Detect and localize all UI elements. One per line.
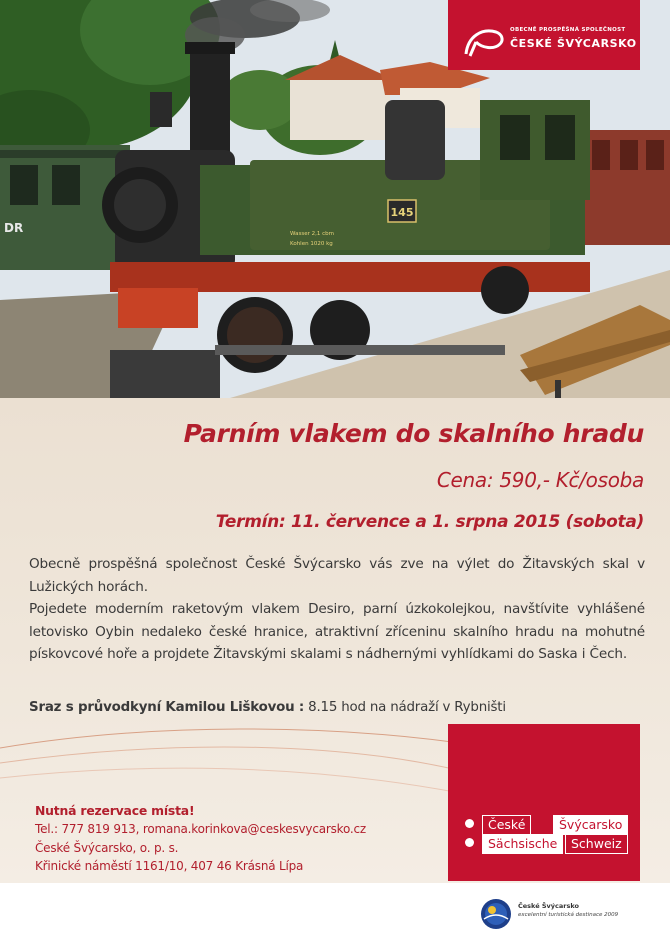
contact-block xyxy=(35,802,366,875)
brand-cz-left: České xyxy=(482,815,531,835)
contact-org: České Švýcarsko, o. p. s. xyxy=(35,840,179,855)
price: Cena: 590,- Kč/osoba xyxy=(436,468,644,492)
coach-label: DR xyxy=(4,221,24,235)
reservation-heading: Nutná rezervace místa! xyxy=(35,803,195,818)
contact-address: Křinické náměstí 1161/10, 407 46 Krásná Lípa xyxy=(35,858,304,873)
meeting-label: Sraz s průvodkyní Kamilou Liškovou : xyxy=(29,700,305,715)
footer xyxy=(0,883,670,947)
paragraph-details: Pojedete moderním raketovým vlakem Desiro, parní úzkokolejkou, navštívite vyhlášené letovisko Oybin nedaleko české hranice, atraktivní zříceninu skalního hradu na mohutné pískovcové hoře a projdete Žitavskými skalami s nádhernými vyhlídkami do Saska i Čech. xyxy=(29,601,645,662)
logo-title: ČESKÉ ŠVÝCARSKO xyxy=(510,37,637,50)
org-logo-box xyxy=(448,0,640,70)
badge-title: České Švýcarsko xyxy=(518,902,579,910)
flyer-title: Parním vlakem do skalního hradu xyxy=(183,419,644,448)
bullet-icon xyxy=(465,838,474,847)
event-date: Termín: 11. července a 1. srpna 2015 (sobota) xyxy=(215,512,644,532)
brand-de-right: Schweiz xyxy=(565,834,628,854)
contact-phone-email: Tel.: 777 819 913, romana.korinkova@ceskesvycarsko.cz xyxy=(35,822,367,837)
brand-box xyxy=(448,724,640,881)
bullet-icon xyxy=(465,819,474,828)
flyer-content xyxy=(0,398,670,883)
loco-plate-line2: Kohlen 1020 kg xyxy=(290,241,333,247)
loco-plate-line1: Wasser 2,1 cbm xyxy=(290,231,334,237)
paragraph-intro: Obecně prospěšná společnost České Švýcarsko vás zve na výlet do Žitavských skal v Lužických horách. xyxy=(29,556,645,595)
org-logo-icon xyxy=(462,24,506,58)
eden-award-icon xyxy=(478,897,514,931)
steam-train-photo xyxy=(0,0,670,398)
brand-cz-right: Švýcarsko xyxy=(553,815,628,835)
brand-de-left: Sächsische xyxy=(482,834,563,854)
logo-subtitle: OBECNĚ PROSPĚŠNÁ SPOLEČNOST xyxy=(510,27,626,33)
meeting-text: 8.15 hod na nádraží v Rybništi xyxy=(308,700,506,715)
loco-number: 145 xyxy=(390,206,414,219)
meeting-info xyxy=(29,700,506,715)
badge-subtitle: excelentní turistická destinace 2009 xyxy=(518,912,619,918)
